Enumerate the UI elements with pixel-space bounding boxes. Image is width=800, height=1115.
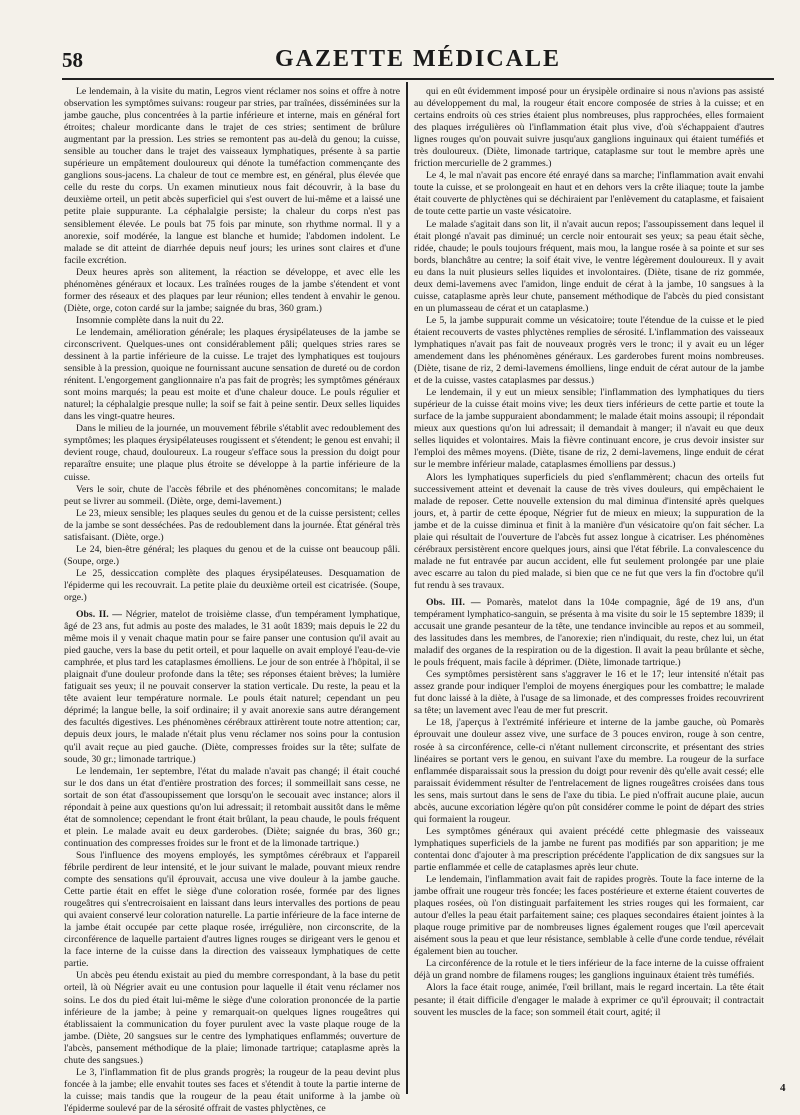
paragraph xyxy=(64,484,400,508)
paragraph xyxy=(64,423,400,483)
observation-label: Obs. III. — xyxy=(426,596,481,608)
paragraph xyxy=(64,970,400,1066)
paragraph-text: Le lendemain, amélioration générale; les plaques érysipélateuses de la jambe se circonscrivent. Quelques-unes ont considérablement pâli; quelques stries rares se dessinent à la partie inférieure de la cuisse. Le trajet des lymphatiques est toujours sensible à la pression, quoique ne fournissant aucune sensation de dureté ou de cordon rénitent. L'engorgement ganglionnaire n'a pas fait de progrès; les symptômes généraux sont moins marqués; la peau est moite et d'une chaleur douce. Le pouls régulier et naturel; la céphalalgie presque nulle; la soif se fait à peine sentir. Deux selles liquides dans les vingt-quatre heures. xyxy=(64,326,400,423)
paragraph xyxy=(414,874,764,958)
paragraph-text: Le malade s'agitait dans son lit, il n'avait aucun repos; l'assoupissement dans lequel il était plongé n'avait pas diminué; un cercle noir entourait ses yeux; sa peau était sèche, ridée, chaude; le pouls toujours fréquent, mais mou, la langue rosée à sa pointe et sur ses bords, blanchâtre au centre; la soif était vive, le ventre légèrement douloureux. Il y avait eu dans la nuit plusieurs selles liquides et involontaires. (Diète, tisane de riz gommée, deux demi-lavemens avec l'amidon, linge enduit de cérat à la jambe, 10 sangsues à la cuisse, cataplasme après leur chute, pansement méthodique de l'abcès du pied consistant en un plumasseau de cérat et un cataplasme.) xyxy=(414,218,764,314)
paragraph-text: Le lendemain, à la visite du matin, Legros vient réclamer nos soins et offre à notre observation les symptômes suivans: rougeur par stries, par traînées, disséminées sur la jambe gauche, plus concentrées à la partie inférieure et interne, mais en général fort étroites; chaleur mordicante dans le trajet de ces stries; sentiment de brûlure augmentant par la pression. Les stries se remontent pas au-delà du genou; la cuisse, sensible au toucher dans le trajet des vaisseaux lymphatiques, présente à sa partie supérieure un empâtement douloureux qui dénote la tuméfaction commençante des ganglions sous-jacens. La chaleur de tout ce membre est, en général, plus élevée que celle du reste du corps. Un examen minutieux nous fait découvrir, à la base du deuxième orteil, un petit abcès superficiel qui s'est ouvert de lui-même et a laissé une petite plaie suppurante. La céphalalgie persiste; la chaleur du corps n'est pas sensiblement élevée. Le pouls bat 75 fois par minute, son rhythme normal. Il y a anorexie, soif modérée, la langue est blanche et humide; l'abdomen indolent. Le malade se dit atteint de diarrhée depuis neuf jours; les urines sont claires et d'une facile excrétion. xyxy=(64,86,400,266)
paragraph-text: Le 4, le mal n'avait pas encore été enrayé dans sa marche; l'inflammation avait envahi toute la cuisse, et se prolongeait en haut et en dehors vers la crête iliaque; toute la jambe était couverte de phlyctènes qui se déchiraient par l'enlèvement du cataplasme, et faisaient de toute cette partie un vaste vésicatoire. xyxy=(414,170,764,218)
paragraph-text: Le 23, mieux sensible; les plaques seules du genou et de la cuisse persistent; celles de la jambe se sont desséchées. Pas de redoublement dans la journée. État général très satisfaisant. (Diète, orge.) xyxy=(64,507,400,543)
paragraph xyxy=(64,508,400,544)
paragraph-text: Insomnie complète dans la nuit du 22. xyxy=(76,314,224,326)
paragraph xyxy=(414,219,764,315)
paragraph-text: Le 5, la jambe suppurait comme un vésicatoire; toute l'étendue de la cuisse et le pied étaient recouverts de vastes phlyctènes remplies de sérosité. L'inflammation des vaisseaux lymphatiques n'avait pas fait de nouveaux progrès vers le tronc; il y avait eu un léger amendement dans les phénomènes généraux. Les garderobes furent moins nombreuses. (Diète, tisane de riz, 2 demi-lavemens émolliens, linge enduit de cérat autour de la jambe et de la cuisse, vastes cataplasmes par dessus.) xyxy=(414,314,764,387)
paragraph xyxy=(414,669,764,717)
paragraph xyxy=(414,86,764,170)
paragraph xyxy=(64,1067,400,1115)
paragraph xyxy=(64,766,400,850)
paragraph-text: Dans le milieu de la journée, un mouvement fébrile s'établit avec redoublement des symptômes; les plaques érysipélateuses rougissent et s'étendent; le genou est envahi; il devient rouge, chaud, douloureux. La rougeur s'efface sous la pression du doigt pour reparaître ensuite; une plaque plus étroite se développe à la partie inférieure de la cuisse. xyxy=(64,423,400,483)
page-title: GAZETTE MÉDICALE xyxy=(274,46,562,72)
paragraph-text: Les symptômes généraux qui avaient précédé cette phlegmasie des vaisseaux lymphatiques superficiels de la jambe ne furent pas modifiés par son apparition; je me contentai donc d'ajouter à ma prescription précédente l'application de dix sangsues sur la partie enflammée et celle de cataplasmes après leur chute. xyxy=(414,825,764,873)
column-divider xyxy=(406,82,408,1094)
footer-mark: 4 xyxy=(780,1082,786,1094)
paragraph-text: Vers le soir, chute de l'accès fébrile et des phénomènes concomitans; le malade peut se livrer au sommeil. (Diète, orge, demi-lavement.) xyxy=(64,483,400,507)
paragraph-text: Alors les lymphatiques superficiels du pied s'enflammèrent; chacun des orteils fut successivement atteint et devenait la cause de très vives douleurs, qui empêchaient le malade de reposer. Cette nouvelle extension du mal diminua d'intensité après quelques jours, et, à partir de cette époque, Négrier fut de mieux en mieux; la suppuration de la jambe et de la cuisse diminua et finit à la manière d'un vésicatoire qu'on fait sécher. La plaie qui résultait de l'ouverture de l'abcès fut assez longue à cicatriser. Les phénomènes cérébraux persistèrent encore quelques jours, ainsi que l'état fébrile. La convalescence du malade ne fut entravée par aucun accident, elle fut seulement prolongée par une plaie avec escarre au talon du pied malade, si bien que ce ne fut que vers la fin d'octobre qu'il fut rendu à ses travaux. xyxy=(414,471,764,591)
paragraph xyxy=(64,544,400,568)
paragraph xyxy=(414,826,764,874)
paragraph-text: Ces symptômes persistèrent sans s'aggraver le 16 et le 17; leur intensité n'était pas assez grande pour indiquer l'emploi de moyens énergiques pour les combattre; le malade fut donc laissé à la diète, à l'usage de sa limonade, et des compresses froides recouvrirent sa tête; un lavement avec l'eau de mer fut prescrit. xyxy=(414,669,764,717)
paragraph-text: Un abcès peu étendu existait au pied du membre correspondant, à la base du petit orteil, là où Négrier avait eu une contusion pour laquelle il était venu réclamer nos soins. Le dos du pied était lui-même le siège d'une coloration prononcée de la partie inférieure de la jambe; à peine y remarquait-on quelques lignes rougeâtres qui établissaient la communication du foyer purulent avec la vaste plaque rouge de la jambe. (Diète, 20 sangsues sur le centre des lymphatiques enflammés; ouverture de l'abcès, pansement méthodique de la plaie; limonade tartrique; cataplasme après la chute des sangsues.) xyxy=(64,970,400,1066)
paragraph-text: qui en eût évidemment imposé pour un érysipèle ordinaire si nous n'avions pas assisté au développement du mal, la rougeur était encore composée de stries à la cuisse; et en certains endroits où ces stries étaient plus nombreuses, plus rapprochées, elles formaient des plaques irrégulières où l'inflammation était plus vive, d'où s'échappaient d'autres lignes rouges qu'on pouvait suivre jusqu'aux ganglions inguinaux qui étaient tuméfiés et très douloureux. (Diète, limonade tartrique, cataplasme sur tout le membre après une friction mercurielle de 2 grammes.) xyxy=(414,86,764,170)
paragraph-text: Le lendemain, il y eut un mieux sensible; l'inflammation des lymphatiques du tiers supérieur de la cuisse était moins vive; les deux tiers inférieurs de cette partie et toute la surface de la jambe suppuraient abondamment; le malade était moins assoupi; il répondait mieux aux questions qu'on lui adressait; il demandait à manger; il n'avait eu que deux selles liquides et volontaires. Mais la fièvre continuant encore, je crus devoir insister sur l'emploi des mêmes moyens. (Diète, tisane de riz, 2 demi-lavemens, linge enduit de cérat sur le membre inférieur malade, cataplasmes émolliens par dessus.) xyxy=(414,387,764,471)
paragraph xyxy=(64,267,400,315)
page-number: 58 xyxy=(62,48,83,72)
paragraph-text: Deux heures après son alitement, la réaction se développe, et avec elle les phénomènes généraux et locaux. Les traînées rouges de la jambe s'étendent et vont former des réseaux et des plaques par leur réunion; elles tendent à envahir le genou. (Diète, orge, coton cardé sur la jambe; saignée du bras, 360 gram.) xyxy=(64,266,400,314)
paragraph xyxy=(414,597,764,669)
paragraph xyxy=(64,568,400,604)
paragraph-text: Le lendemain, 1er septembre, l'état du malade n'avait pas changé; il était couché sur le dos dans un état d'entière prostration des forces; il sommeillait sans cesse, ne sortait de son état d'assoupissement que lorsqu'on le secouait avec instance; alors il répondait à peine aux questions qu'on lui adressait; il retombait aussitôt dans le même état de somnolence; cependant le front était brûlant, la peau chaude, le pouls fréquent et plein. Le malade avait eu deux garderobes. (Diète; saignée du bras, 360 gr.; continuation des compresses froides sur le front et de la limonade tartrique.) xyxy=(64,765,400,849)
paragraph-text: Alors la face était rouge, animée, l'œil brillant, mais le regard incertain. La tête était pesante; il était difficile d'engager le malade à exprimer ce qu'il éprouvait; il contractait souvent les muscles de la face; son sommeil était court, agité; il xyxy=(414,982,764,1018)
header-rule xyxy=(62,78,774,80)
paragraph xyxy=(414,170,764,218)
paragraph-text: Négrier, matelot de troisième classe, d'un tempérament lymphatique, âgé de 23 ans, fut admis au poste des malades, le 31 août 1839; mais depuis le 22 du même mois il y venait chaque matin pour se faire panser une contusion qu'il avait au pied gauche, vers la base du petit orteil, et pour laquelle on avait employé l'eau-de-vie camphrée, et plus tard les cataplasmes émolliens. Le jour de son entrée à l'hôpital, il se plaignait d'une douleur profonde dans la tête; ses réponses étaient brèves; la lumière fatiguait ses yeux; il ne pouvait conserver la station verticale. Du reste, la peau et la tête avaient leur température normale. Le pouls était naturel; cependant un peu déprimé; la langue belle, la soif ordinaire; il y avait anorexie sans autre dérangement des facultés digestives. Les phénomènes cérébraux attirèrent toute notre attention; car, depuis deux jours, le malade n'était plus venu réclamer nos soins pour la contusion qu'il avait reçue au pied gauche. (Diète, compresses froides sur la tête; sulfate de soude, 30 gr.; limonade tartrique.) xyxy=(64,609,401,765)
paragraph-text: Le 24, bien-être général; les plaques du genou et de la cuisse ont beaucoup pâli. (Soupe, orge.) xyxy=(64,543,400,567)
paragraph xyxy=(414,387,764,471)
paragraph xyxy=(414,472,764,592)
paragraph xyxy=(64,86,400,267)
paragraph-text: Pomarès, matelot dans la 104e compagnie, âgé de 19 ans, d'un tempérament lymphatico-sanguin, se présenta à ma visite du soir le 15 septembre 1839; il accusait une grande pesanteur de la tête, une tendance invincible au repos et au sommeil, des lassitudes dans les membres, de l'anorexie; rien n'indiquait, du reste, chez lui, un état maladif des organes de la respiration ou de la digestion. Il avait la peau brûlante et sèche, le pouls fréquent, mais facile à déprimer. (Diète, limonade tartrique.) xyxy=(414,596,765,669)
left-column xyxy=(64,86,401,1114)
paragraph xyxy=(64,850,400,970)
paragraph xyxy=(64,315,400,327)
paragraph xyxy=(64,327,400,423)
paragraph-text: Le lendemain, l'inflammation avait fait de rapides progrès. Toute la face interne de la jambe offrait une rougeur très foncée; les faces postérieure et externe étaient couvertes de plaques rosées, où l'on distinguait parfaitement les stries rouges qui les formaient, car autour d'elles la peau était parfaitement saine; ces plaques secondaires étaient jointes à la plaque rouge primitive par de nombreuses lignes également rouges que l'œil apercevait aisément sous la peau et que leur résistance, semblable à celle d'une corde tendue, révélait également bien au toucher. xyxy=(414,874,764,958)
paragraph xyxy=(64,609,400,766)
paragraph-text: Sous l'influence des moyens employés, les symptômes cérébraux et l'appareil fébrile perdirent de leur intensité, et le jour suivant le malade, pouvant mieux rendre compte des sensations qu'il éprouvait, accusa une vive douleur à la jambe gauche. Cette partie était en effet le siège d'une coloration rosée, formée par des lignes rougeâtres qui s'entrecroisaient en laissant dans leurs intervalles des portions de peau qui avaient conservé leur coloration naturelle. La partie inférieure de la face interne de la jambe était occupée par cette plaque rosée, irrégulière, non circonscrite, de la circonférence de laquelle partaient d'autres lignes rouges se dirigeant vers le genou et la face interne de la cuisse dans la direction des vaisseaux lymphatiques de cette partie. xyxy=(64,849,400,970)
paragraph xyxy=(414,315,764,387)
paragraph-text: Le 3, l'inflammation fit de plus grands progrès; la rougeur de la peau devint plus foncée à la jambe; elle envahit toutes ses faces et s'étendit à toute la partie interne de la cuisse; mais tandis que la rougeur de la peau était uniforme à la jambe où l'épiderme soulevé par de la sérosité offrait de vastes phlyctènes, ce xyxy=(64,1066,400,1114)
paragraph xyxy=(414,982,764,1018)
right-column xyxy=(414,86,764,1090)
paragraph xyxy=(414,958,764,982)
paragraph xyxy=(414,717,764,825)
observation-label: Obs. II. — xyxy=(76,609,122,621)
paragraph-text: La circonférence de la rotule et le tiers inférieur de la face interne de la cuisse offraient déjà un grand nombre de filamens rouges; les ganglions inguinaux étaient très tuméfiés. xyxy=(414,958,764,982)
paragraph-text: Le 25, dessiccation complète des plaques érysipélateuses. Desquamation de l'épiderme qui les recouvrait. La petite plaie du deuxième orteil est cicatrisée. (Soupe, orge.) xyxy=(64,567,400,603)
paragraph-text: Le 18, j'aperçus à l'extrémité inférieure et interne de la jambe gauche, où Pomarès éprouvait une douleur assez vive, une surface de 3 pouces environ, rouge à son centre, rosée à sa circonférence, celle-ci n'étant nullement circonscrite, et présentant des stries linéaires se portant vers le genou, en suivant l'axe du membre. La rougeur de la surface enflammée disparaissait sous la pression du doigt pour revenir dès qu'elle avait cessé; elle paraissait évidemment résulter de l'entrelacement de lignes rougeâtres croisées dans tous les sens, mais surtout dans le sens de l'axe du tibia. Le pied n'offrait aucune plaie, aucun abcès, aucune excoriation légère qu'on pût considérer comme le point de départ des stries qui formaient la rougeur. xyxy=(414,717,764,825)
